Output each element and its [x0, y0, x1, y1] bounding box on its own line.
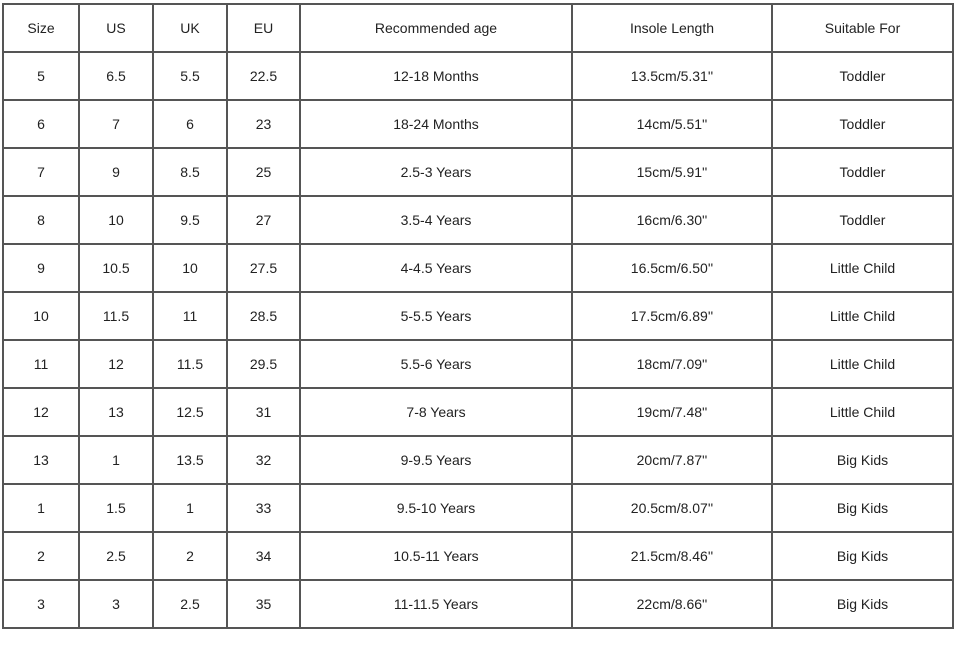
- table-row: [3, 244, 953, 292]
- cell-suitable-for: Big Kids: [772, 484, 953, 532]
- cell-size: 5: [3, 52, 79, 100]
- table-row: [3, 580, 953, 628]
- cell-recommended-age: 9-9.5 Years: [300, 436, 572, 484]
- cell-insole-length: 14cm/5.51'': [572, 100, 772, 148]
- cell-us: 13: [79, 388, 153, 436]
- table-row: [3, 100, 953, 148]
- table-row: [3, 148, 953, 196]
- cell-eu: 27.5: [227, 244, 300, 292]
- cell-uk: 11: [153, 292, 227, 340]
- cell-uk: 1: [153, 484, 227, 532]
- cell-us: 6.5: [79, 52, 153, 100]
- cell-us: 1.5: [79, 484, 153, 532]
- cell-eu: 28.5: [227, 292, 300, 340]
- cell-size: 13: [3, 436, 79, 484]
- cell-suitable-for: Little Child: [772, 388, 953, 436]
- cell-eu: 34: [227, 532, 300, 580]
- table-row: [3, 340, 953, 388]
- cell-eu: 22.5: [227, 52, 300, 100]
- cell-eu: 32: [227, 436, 300, 484]
- cell-size: 6: [3, 100, 79, 148]
- table-row: [3, 436, 953, 484]
- cell-suitable-for: Big Kids: [772, 532, 953, 580]
- cell-eu: 33: [227, 484, 300, 532]
- table-body: [3, 52, 953, 628]
- cell-recommended-age: 3.5-4 Years: [300, 196, 572, 244]
- table-row: [3, 484, 953, 532]
- table-row: [3, 52, 953, 100]
- cell-recommended-age: 12-18 Months: [300, 52, 572, 100]
- cell-size: 9: [3, 244, 79, 292]
- cell-eu: 25: [227, 148, 300, 196]
- column-header-insole-length: Insole Length: [572, 4, 772, 52]
- table-row: [3, 532, 953, 580]
- table-header: [3, 4, 953, 52]
- cell-us: 10.5: [79, 244, 153, 292]
- cell-insole-length: 21.5cm/8.46'': [572, 532, 772, 580]
- cell-size: 7: [3, 148, 79, 196]
- cell-uk: 12.5: [153, 388, 227, 436]
- cell-uk: 9.5: [153, 196, 227, 244]
- cell-us: 10: [79, 196, 153, 244]
- cell-eu: 31: [227, 388, 300, 436]
- cell-uk: 11.5: [153, 340, 227, 388]
- table-row: [3, 196, 953, 244]
- cell-uk: 5.5: [153, 52, 227, 100]
- cell-insole-length: 13.5cm/5.31'': [572, 52, 772, 100]
- cell-uk: 8.5: [153, 148, 227, 196]
- cell-eu: 27: [227, 196, 300, 244]
- column-header-us: US: [79, 4, 153, 52]
- cell-recommended-age: 7-8 Years: [300, 388, 572, 436]
- cell-size: 1: [3, 484, 79, 532]
- column-header-eu: EU: [227, 4, 300, 52]
- column-header-suitable-for: Suitable For: [772, 4, 953, 52]
- cell-eu: 29.5: [227, 340, 300, 388]
- cell-us: 2.5: [79, 532, 153, 580]
- cell-us: 7: [79, 100, 153, 148]
- cell-suitable-for: Toddler: [772, 100, 953, 148]
- cell-suitable-for: Toddler: [772, 196, 953, 244]
- column-header-size: Size: [3, 4, 79, 52]
- cell-uk: 2.5: [153, 580, 227, 628]
- cell-us: 9: [79, 148, 153, 196]
- cell-size: 2: [3, 532, 79, 580]
- cell-suitable-for: Little Child: [772, 340, 953, 388]
- cell-insole-length: 20.5cm/8.07'': [572, 484, 772, 532]
- cell-insole-length: 18cm/7.09'': [572, 340, 772, 388]
- cell-recommended-age: 5.5-6 Years: [300, 340, 572, 388]
- cell-eu: 23: [227, 100, 300, 148]
- cell-recommended-age: 2.5-3 Years: [300, 148, 572, 196]
- cell-suitable-for: Toddler: [772, 52, 953, 100]
- cell-us: 12: [79, 340, 153, 388]
- cell-size: 3: [3, 580, 79, 628]
- cell-size: 8: [3, 196, 79, 244]
- cell-uk: 6: [153, 100, 227, 148]
- cell-insole-length: 17.5cm/6.89'': [572, 292, 772, 340]
- cell-size: 10: [3, 292, 79, 340]
- cell-suitable-for: Little Child: [772, 244, 953, 292]
- cell-uk: 2: [153, 532, 227, 580]
- column-header-uk: UK: [153, 4, 227, 52]
- cell-us: 3: [79, 580, 153, 628]
- size-chart-table: [2, 3, 954, 629]
- cell-insole-length: 19cm/7.48'': [572, 388, 772, 436]
- column-header-recommended-age: Recommended age: [300, 4, 572, 52]
- cell-insole-length: 20cm/7.87'': [572, 436, 772, 484]
- cell-recommended-age: 5-5.5 Years: [300, 292, 572, 340]
- cell-us: 1: [79, 436, 153, 484]
- cell-insole-length: 15cm/5.91'': [572, 148, 772, 196]
- cell-recommended-age: 11-11.5 Years: [300, 580, 572, 628]
- cell-insole-length: 16cm/6.30'': [572, 196, 772, 244]
- cell-suitable-for: Toddler: [772, 148, 953, 196]
- cell-suitable-for: Big Kids: [772, 580, 953, 628]
- cell-insole-length: 16.5cm/6.50'': [572, 244, 772, 292]
- cell-us: 11.5: [79, 292, 153, 340]
- header-row: [3, 4, 953, 52]
- cell-recommended-age: 4-4.5 Years: [300, 244, 572, 292]
- cell-uk: 13.5: [153, 436, 227, 484]
- cell-insole-length: 22cm/8.66'': [572, 580, 772, 628]
- cell-size: 12: [3, 388, 79, 436]
- cell-recommended-age: 18-24 Months: [300, 100, 572, 148]
- cell-size: 11: [3, 340, 79, 388]
- table-row: [3, 388, 953, 436]
- cell-recommended-age: 9.5-10 Years: [300, 484, 572, 532]
- table-row: [3, 292, 953, 340]
- cell-suitable-for: Big Kids: [772, 436, 953, 484]
- cell-recommended-age: 10.5-11 Years: [300, 532, 572, 580]
- cell-suitable-for: Little Child: [772, 292, 953, 340]
- cell-eu: 35: [227, 580, 300, 628]
- cell-uk: 10: [153, 244, 227, 292]
